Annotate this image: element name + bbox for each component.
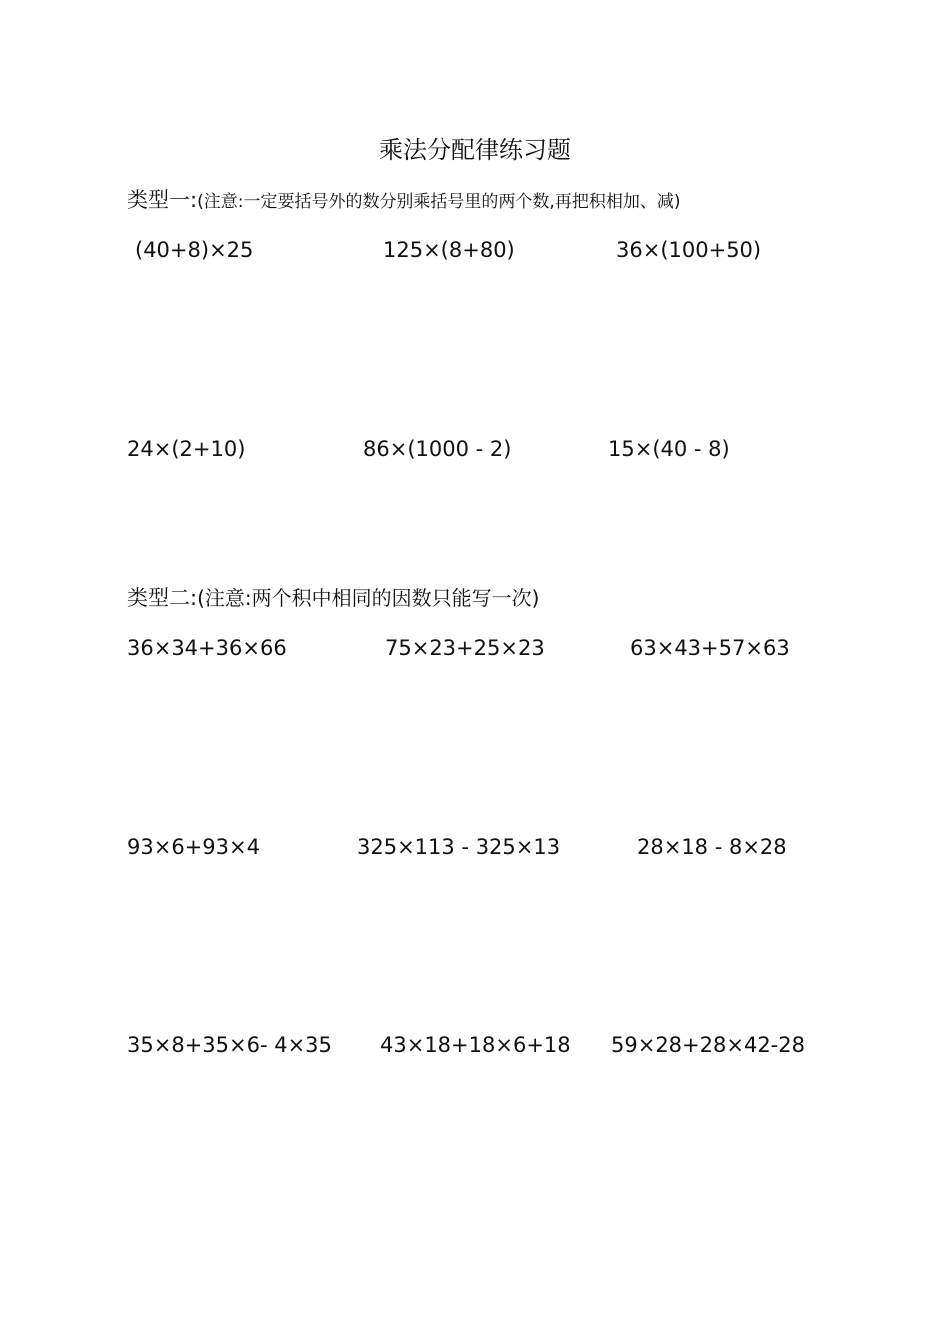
section-one-label: 类型一:	[127, 188, 198, 212]
page-title: 乘法分配律练习题	[379, 136, 571, 164]
section-two-label: 类型二:	[127, 586, 198, 610]
problem-2-2: 75×23+25×23	[385, 636, 545, 660]
problem-2-4: 93×6+93×4	[127, 835, 260, 859]
problem-1-4: 24×(2+10)	[127, 437, 246, 461]
problem-2-1: 36×34+36×66	[127, 636, 287, 660]
problem-2-3: 63×43+57×63	[630, 636, 790, 660]
section-one-heading	[127, 186, 680, 216]
problem-1-5: 86×(1000 - 2)	[363, 437, 512, 461]
problem-2-7: 35×8+35×6- 4×35	[127, 1033, 332, 1057]
problem-2-9: 59×28+28×42-28	[611, 1033, 805, 1057]
problem-1-6: 15×(40 - 8)	[608, 437, 730, 461]
problem-2-6: 28×18 - 8×28	[637, 835, 787, 859]
problem-1-1: (40+8)×25	[135, 238, 254, 262]
problem-2-8: 43×18+18×6+18	[380, 1033, 571, 1057]
section-one-note: (注意:一定要括号外的数分别乘括号里的两个数,再把积相加、减)	[197, 192, 681, 212]
problem-1-2: 125×(8+80)	[383, 238, 515, 262]
problem-1-3: 36×(100+50)	[616, 238, 762, 262]
section-two-note: (注意:两个积中相同的因数只能写一次)	[197, 586, 540, 610]
problem-2-5: 325×113 - 325×13	[357, 835, 561, 859]
section-two-heading	[127, 584, 539, 614]
